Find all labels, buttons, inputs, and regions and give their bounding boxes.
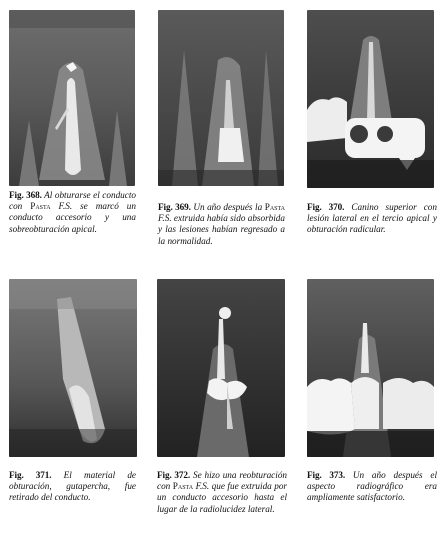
caption-373 [307, 470, 437, 504]
figure-number: Fig. 368. [9, 190, 42, 200]
caption-371 [9, 470, 136, 504]
figure-number: Fig. 373. [307, 470, 346, 480]
caption-text: Canino superior con lesión lateral en el tercio apical y obturación radicular. [307, 202, 437, 235]
radiograph-369 [158, 10, 284, 186]
caption-372 [157, 470, 287, 515]
radiograph-370 [307, 10, 434, 188]
radiograph-371 [9, 279, 137, 457]
caption-369 [158, 202, 285, 247]
figure-number: Fig. 372. [157, 470, 191, 480]
figure-number: Fig. 370. [307, 202, 345, 212]
caption-text: Un año después el aspecto radiográfico era ampliamente satisfactorio. [307, 470, 438, 503]
caption-370 [307, 202, 437, 236]
radiograph-372 [157, 279, 285, 457]
caption-text: Un año después la Pasta F.S. extruida había sido absorbida y las lesiones habían regresado a la normalidad. [158, 202, 286, 246]
caption-text: El material de obturación, gutapercha, fue retirado del conducto. [9, 470, 137, 503]
radiograph-373 [307, 279, 434, 457]
figure-number: Fig. 371. [9, 470, 52, 480]
caption-text: Al obturarse el conducto con Pasta F.S. se marcó un conducto accesorio y una sobreobturación apical. [9, 190, 136, 234]
caption-text: Se hizo una reobturación con Pasta F.S. que fue extruida por un conducto accesorio hasta el lugar de la radiolucidez lateral. [157, 470, 288, 514]
radiograph-368 [9, 10, 135, 186]
caption-368 [9, 190, 136, 235]
figure-number: Fig. 369. [158, 202, 191, 212]
